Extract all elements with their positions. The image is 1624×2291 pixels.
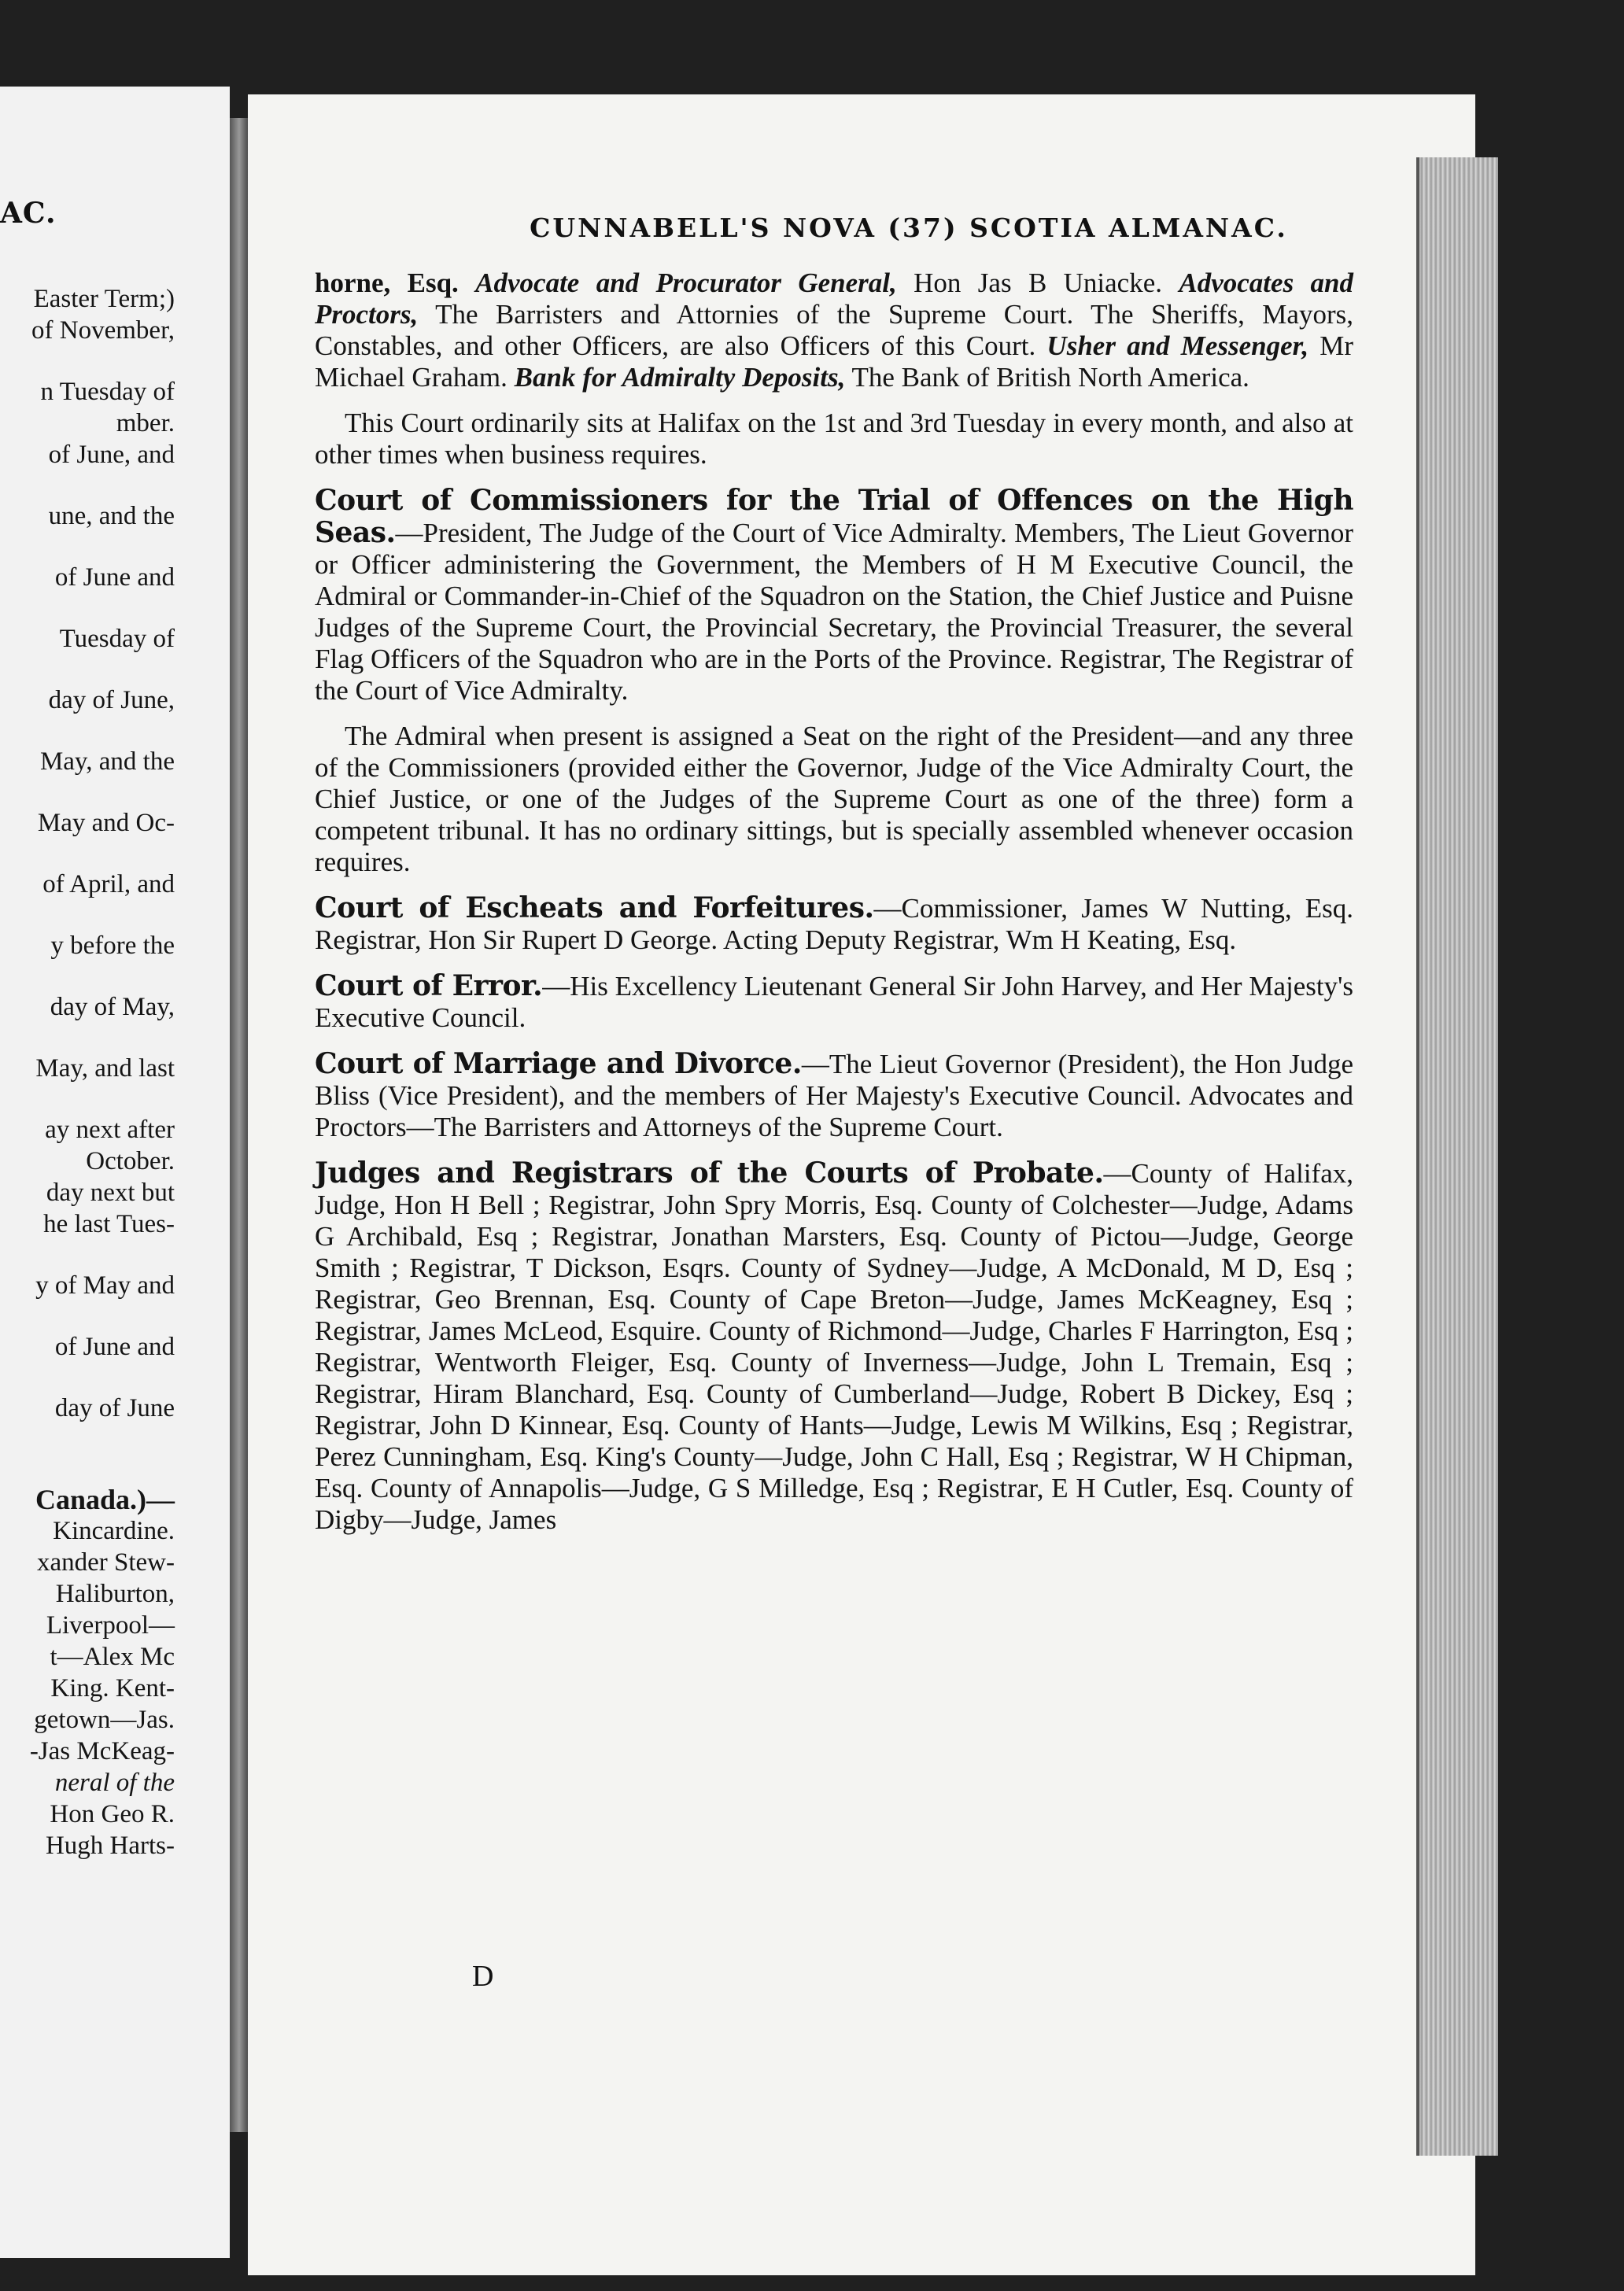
page-edges [1416, 157, 1498, 2156]
paragraph-admiral-seat: The Admiral when present is assigned a Seat on the right of the President—and any three of the Commissioners (provided either the Governor, Judge of the Vice Admiralty Court, the Chief Justice, or one of the Judges of the Supreme Court as one of the three) form a competent tribunal. It has no ordinary sittings, but is specially assembled whenever occasion requires. [315, 721, 1353, 877]
paragraph-sittings: This Court ordinarily sits at Halifax on the 1st and 3rd Tuesday in every month, and also at other times when business requires. [315, 408, 1353, 470]
left-line: of June and [54, 1333, 175, 1361]
left-line: -Jas McKeag- [29, 1737, 175, 1765]
left-line-heading: Canada.)— [35, 1484, 175, 1515]
left-line: t—Alex Mc [50, 1643, 175, 1671]
left-line: day of May, [50, 993, 175, 1021]
left-line: of April, and [42, 870, 175, 898]
text-run: Mr Michael Graham. [315, 330, 1354, 393]
section-text: —President, The Judge of the Court of Vice Admiralty. Members, The Lieut Governor or Officer administering the Government, the Members of H M Executive Council, the Admiral or Commander-in-Chief of the Squadron on the Station, the Chief Justice and Puisne Judges of the Supreme Court, the Provincial Secretary, the Provincial Treasurer, the several Flag Officers of the Squadron who are in the Ports of the Province. Registrar, The Registrar of the Court of Vice Admiralty. [315, 518, 1353, 706]
paragraph-vice-admiralty-officers [315, 267, 1353, 393]
left-line: Hugh Harts- [45, 1832, 175, 1860]
left-line: getown—Jas. [34, 1706, 175, 1734]
left-line: Liverpool— [46, 1611, 175, 1640]
book-spine [230, 118, 249, 2132]
section-text: —Commissioner, James W Nutting, Esq. Registrar, Hon Sir Rupert D George. Acting Deputy Registrar, Wm H Keating, Esq. [315, 893, 1353, 955]
section-escheats [315, 892, 1353, 956]
left-line: May and Oc- [37, 809, 175, 837]
left-line: of June and [54, 563, 175, 592]
left-line: Kincardine. [53, 1517, 175, 1545]
left-line: xander Stew- [36, 1548, 175, 1577]
text-run: The Barristers and Attornies of the Supreme Court. The Sheriffs, Mayors, Constables, and other Officers, are also Officers of this Court. [315, 299, 1353, 361]
section-probate [315, 1157, 1353, 1536]
left-line: day of June, [48, 686, 175, 714]
left-line: une, and the [48, 502, 175, 530]
section-heading: Court of Escheats and Forfeitures. [315, 891, 874, 924]
left-line: May, and the [39, 747, 175, 776]
left-line: ay next after [45, 1116, 175, 1144]
left-line: n Tuesday of [40, 378, 175, 406]
section-marriage-divorce [315, 1048, 1353, 1143]
section-text: —His Excellency Lieutenant General Sir John Harvey, and Her Majesty's Executive Council. [315, 971, 1354, 1033]
right-page [248, 94, 1475, 2275]
left-line: Tuesday of [59, 625, 175, 653]
section-heading: Judges and Registrars of the Courts of Probate. [315, 1157, 1104, 1190]
left-line: October. [86, 1147, 175, 1175]
left-line: King. Kent- [50, 1674, 175, 1703]
left-line: he last Tues- [43, 1210, 175, 1238]
section-text: —County of Halifax, Judge, Hon H Bell ; Registrar, John Spry Morris, Esq. County of Colchester—Judge, Adams G Archibald, Esq ; Registrar, Jonathan Marsters, Esq. County of Pictou—Judge, George Smith ; Registrar, T Dickson, Esqrs. County of Sydney—Judge, A McDonald, M D, Esq ; Registrar, Geo Brennan, Esq. County of Cape Breton—Judge, James McKeagney, Esq ; Registrar, James McLeod, Esquire. County of Richmond—Judge, Charles F Harrington, Esq ; Registrar, Wentworth Fleiger, Esq. County of Inverness—Judge, John L Tremain, Esq ; Registrar, Hiram Blanchard, Esq. County of Cumberland—Judge, Robert B Dickey, Esq ; Registrar, John D Kinnear, Esq. County of Hants—Judge, Lewis M Wilkins, Esq ; Registrar, Perez Cunningham, Esq. King's County—Judge, John C Hall, Esq ; Registrar, W H Chipman, Esq. County of Annapolis—Judge, G S Milledge, Esq ; Registrar, E H Cutler, Esq. County of Digby—Judge, James [315, 1158, 1353, 1535]
left-page-text [0, 283, 175, 1861]
page-body [315, 267, 1353, 1550]
office-title: Advocates and Proctors, [315, 267, 1354, 330]
running-head: CUNNABELL'S NOVA (37) SCOTIA ALMANAC. [530, 212, 1288, 243]
left-line: of June, and [48, 441, 175, 469]
section-error [315, 970, 1353, 1034]
office-title: Advocate and Procurator General, [475, 267, 897, 298]
text-run: Hon Jas B Uniacke. [914, 267, 1163, 298]
left-line: Easter Term;) [33, 285, 175, 313]
left-line: neral of the [54, 1769, 175, 1797]
text-run: horne, Esq. [315, 267, 459, 298]
left-line: y before the [50, 932, 175, 960]
text-run: The Bank of British North America. [851, 362, 1249, 393]
left-line: May, and last [35, 1054, 175, 1083]
left-line: day next but [46, 1179, 175, 1207]
section-heading: Court of Commissioners for the Trial of Offences on the High Seas. [315, 484, 1353, 549]
left-line: mber. [116, 409, 175, 437]
section-high-seas [315, 485, 1353, 706]
left-line: y of May and [35, 1271, 175, 1300]
left-line: day of June [54, 1394, 175, 1422]
left-line: Haliburton, [55, 1580, 175, 1608]
office-title: Bank for Admiralty Deposits, [514, 362, 846, 393]
section-heading: Court of Error. [315, 969, 543, 1002]
left-line: Hon Geo R. [50, 1800, 175, 1828]
signature-mark: D [472, 1960, 494, 1993]
section-heading: Court of Marriage and Divorce. [315, 1047, 802, 1080]
section-text: —The Lieut Governor (President), the Hon Judge Bliss (Vice President), and the members of Her Majesty's Executive Council. Advocates and Proctors—The Barristers and Attorneys of the Supreme Court. [315, 1049, 1353, 1142]
left-page-header: AC. [0, 197, 57, 230]
left-page [0, 87, 230, 2258]
office-title: Usher and Messenger, [1046, 330, 1309, 361]
left-line: of November, [31, 316, 175, 345]
